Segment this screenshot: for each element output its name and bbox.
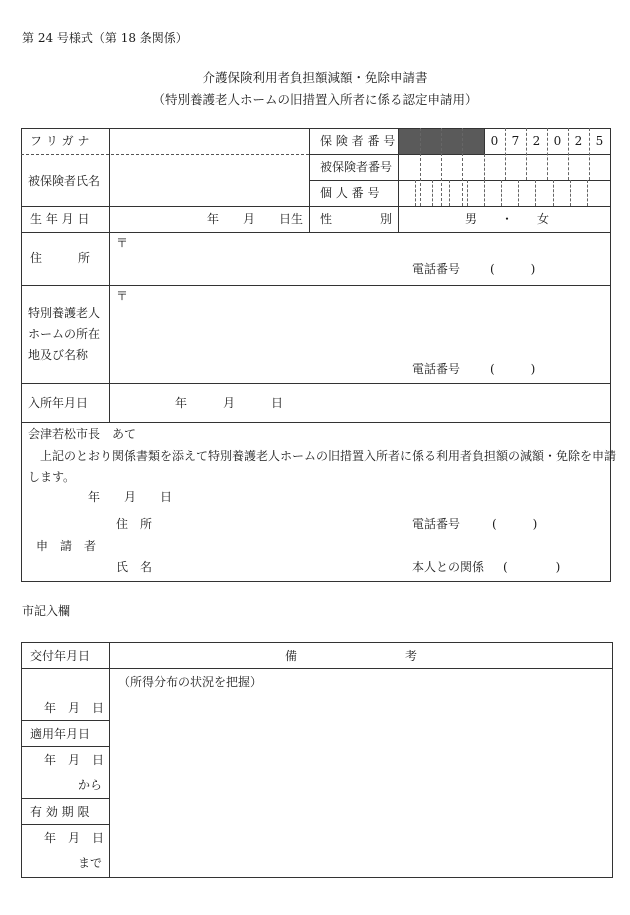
digit-divider	[420, 128, 421, 206]
applicant-label: 申 請 者	[36, 539, 97, 553]
digit-divider	[570, 180, 571, 206]
digit-divider	[501, 180, 502, 206]
remarks-label: 備 考	[285, 649, 418, 663]
applicant-phone-parens: ( )	[492, 517, 538, 531]
digit-divider	[518, 180, 519, 206]
addressee: 会津若松市長 あて	[28, 427, 137, 441]
form-number: 第 24 号様式（第 18 条関係）	[22, 31, 188, 45]
remarks-note: （所得分布の状況を把握）	[118, 675, 263, 689]
office-section-heading: 市記入欄	[22, 604, 71, 618]
digit-divider	[535, 180, 536, 206]
insured-number-label: 被保険者番号	[320, 160, 393, 174]
application-date: 年 月 日	[88, 490, 173, 504]
valid-until-label: 有 効 期 限	[30, 805, 90, 819]
row-line	[21, 746, 109, 747]
row-line	[309, 154, 611, 155]
relationship-label: 本人との関係	[412, 560, 485, 574]
from-label: から	[78, 778, 103, 792]
admission-date-label: 入所年月日	[28, 396, 89, 410]
col-line	[309, 128, 310, 232]
declaration-line-1: 上記のとおり関係書類を添えて特別養護老人ホームの旧措置入所者に係る利用者負担額の減額・免除を申請	[40, 449, 617, 463]
birthdate-label: 生 年 月 日	[30, 212, 90, 226]
address-label: 住 所	[30, 251, 91, 265]
furigana-divider	[21, 154, 309, 155]
insurer-digit: 7	[511, 134, 520, 148]
row-line	[309, 180, 611, 181]
digit-divider	[432, 180, 433, 206]
admission-date-value: 年 月 日	[175, 396, 284, 410]
insured-name-label: 被保険者氏名	[28, 174, 101, 188]
declaration-line-2: します。	[28, 470, 76, 484]
address-phone-label: 電話番号	[412, 262, 461, 276]
postal-mark: 〒	[116, 236, 129, 250]
digit-divider	[467, 180, 468, 206]
issue-date-ymd: 年 月 日	[44, 701, 105, 715]
insurer-number-label: 保 険 者 番 号	[320, 134, 396, 148]
digit-divider	[441, 128, 442, 206]
row-line	[21, 720, 109, 721]
applicant-name-label: 氏 名	[116, 560, 153, 574]
col-line	[109, 128, 110, 422]
digit-divider	[484, 180, 485, 206]
digit-divider	[553, 180, 554, 206]
insurer-digit: 0	[490, 134, 499, 148]
facility-label-line: ホームの所在	[28, 327, 101, 341]
applicant-phone-label: 電話番号	[412, 517, 461, 531]
birthdate-value: 年 月 日生	[207, 212, 304, 226]
row-line	[21, 668, 613, 669]
row-line	[21, 824, 109, 825]
sex-label: 性 別	[320, 212, 393, 226]
row-line	[21, 422, 611, 423]
furigana-label: フ リ ガ ナ	[30, 134, 90, 148]
digit-divider	[449, 180, 450, 206]
until-label: まで	[78, 856, 103, 870]
effective-date-label: 適用年月日	[30, 727, 91, 741]
sex-value: 男 ・ 女	[465, 212, 550, 226]
facility-postal-mark: 〒	[116, 289, 129, 303]
relationship-parens: ( )	[503, 560, 561, 574]
col-line	[109, 642, 110, 878]
digit-divider	[462, 128, 463, 206]
digit-divider	[484, 154, 485, 180]
digit-divider	[587, 180, 588, 206]
insurer-digit: 5	[595, 134, 604, 148]
form-title: 介護保険利用者負担額減額・免除申請書	[202, 70, 428, 85]
facility-phone-label: 電話番号	[412, 362, 461, 376]
digit-divider	[415, 180, 416, 206]
facility-label-line: 特別養護老人	[28, 306, 101, 320]
facility-phone-parens: ( )	[490, 362, 536, 376]
valid-until-ymd: 年 月 日	[44, 831, 105, 845]
insurer-digit: 2	[574, 134, 583, 148]
effective-date-ymd: 年 月 日	[44, 753, 105, 767]
facility-label-line: 地及び名称	[28, 348, 89, 362]
form-subtitle: （特別養護老人ホームの旧措置入所者に係る認定申請用）	[152, 92, 478, 107]
insurer-digit: 2	[532, 134, 541, 148]
row-line	[21, 798, 109, 799]
insurer-digit: 0	[553, 134, 562, 148]
issue-date-label: 交付年月日	[30, 649, 91, 663]
personal-number-label: 個 人 番 号	[320, 186, 380, 200]
address-phone-parens: ( )	[490, 262, 536, 276]
applicant-address-label: 住 所	[116, 517, 153, 531]
